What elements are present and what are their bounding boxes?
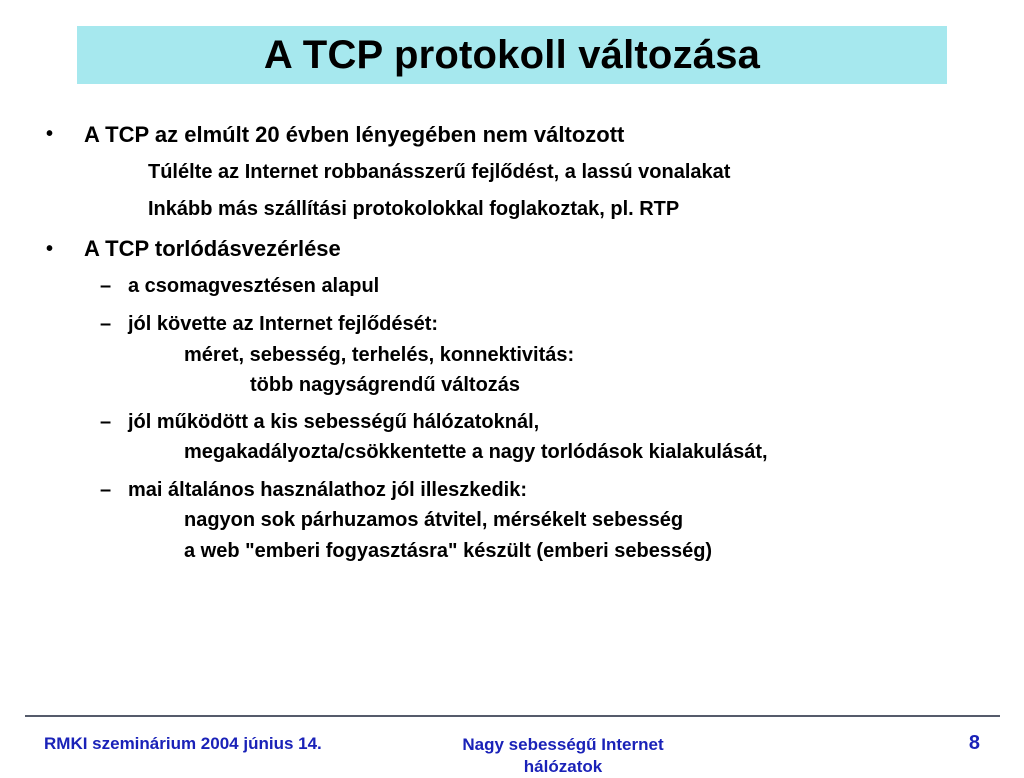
bullet-congestion-control: A TCP torlódásvezérlése	[84, 236, 341, 261]
dash-item-general-use-line3: a web "emberi fogyasztásra" készült (emberi sebesség)	[184, 540, 713, 562]
dash-item-packet-loss: a csomagvesztésen alapul	[128, 275, 380, 297]
slide-title: A TCP protokoll változása	[263, 32, 761, 77]
footer-presentation-title: Nagy sebességű Internet hálózatok	[462, 735, 664, 776]
dash-item-worked-well: jól működött a kis sebességű hálózatoknál,	[128, 411, 540, 433]
dash-item-followed-internet: jól követte az Internet fejlődését:	[128, 313, 439, 335]
dash-item-followed-internet-line2: méret, sebesség, terhelés, konnektivitás:	[184, 344, 575, 366]
sub-line-other-protocols: Inkább más szállítási protokolokkal foglakoztak, pl. RTP	[148, 198, 680, 220]
title-banner	[77, 26, 947, 84]
dash-icon: –	[100, 275, 112, 297]
dash-icon: –	[100, 411, 112, 433]
footer-divider	[25, 715, 1000, 717]
dash-item-followed-internet-line3: több nagyságrendű változás	[250, 374, 521, 396]
page-number: 8	[968, 732, 980, 754]
sub-line-survived: Túlélte az Internet robbanásszerű fejlődést, a lassú vonalakat	[148, 161, 731, 183]
dash-item-general-use: mai általános használathoz jól illeszkedik:	[128, 479, 528, 501]
dash-item-worked-well-line2: megakadályozta/csökkentette a nagy torlódások kialakulását,	[184, 441, 768, 463]
bullet-icon: •	[46, 238, 54, 260]
bullet-icon: •	[46, 123, 54, 145]
bullet-tcp-unchanged: A TCP az elmúlt 20 évben lényegében nem változott	[84, 122, 625, 147]
dash-item-general-use-line2: nagyon sok párhuzamos átvitel, mérsékelt sebesség	[184, 509, 684, 531]
dash-icon: –	[100, 313, 112, 335]
footer-event-date: RMKI szeminárium 2004 június 14.	[44, 734, 322, 753]
dash-icon: –	[100, 479, 112, 501]
